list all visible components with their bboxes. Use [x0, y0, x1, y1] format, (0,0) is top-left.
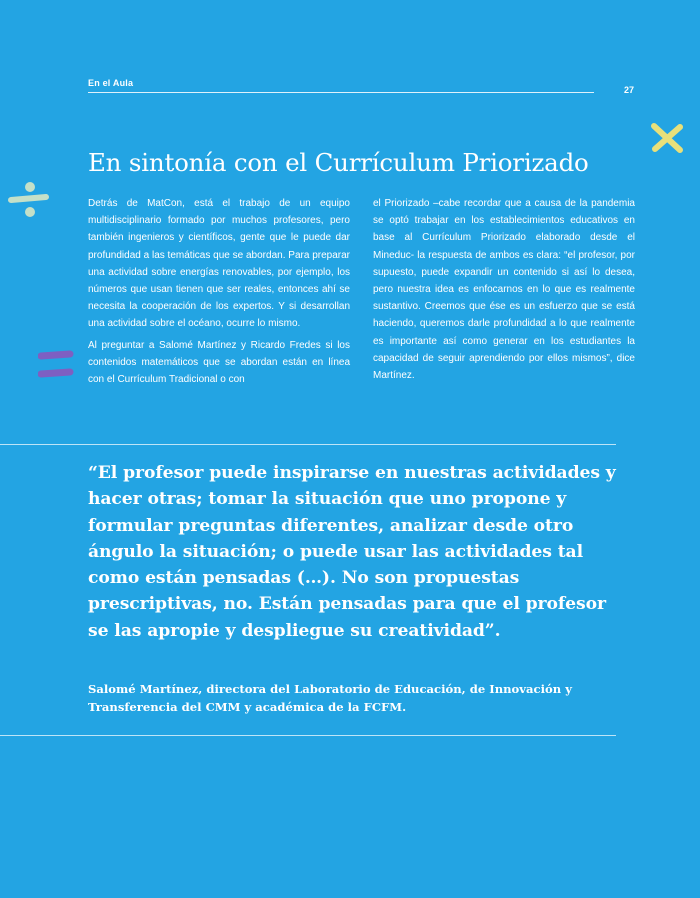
header-divider	[88, 92, 594, 93]
equals-icon	[38, 348, 74, 382]
quote-attribution: Salomé Martínez, directora del Laboratorio de Educación, de Innovación y Transferencia del CMM y académica de la FCFM.	[88, 682, 572, 714]
quote-divider-bottom	[0, 735, 616, 736]
article-title: En sintonía con el Currículum Priorizado	[88, 148, 589, 177]
paragraph: Al preguntar a Salomé Martínez y Ricardo Fredes si los contenidos matemáticos que se abordan están en línea con el Currículum Tradicional o con	[88, 339, 350, 386]
multiply-icon	[650, 122, 686, 156]
pull-quote: “El profesor puede inspirarse en nuestras actividades y hacer otras; tomar la situación que uno propone y formular preguntas diferentes, analizar desde otro ángulo la situación; o puede usar las actividades tal como están pensadas (…). No son propuestas prescriptivas, no. Están pensadas para que el profesor se las apropie y despliegue su creatividad”.	[88, 463, 616, 641]
paragraph: el Priorizado –cabe recordar que a causa de la pandemia se optó trabajar en los establecimientos educativos en base al Currículum Priorizado elaborado desde el Mineduc- la respuesta de ambos es clara: “el profesor, por supuesto, puede expandir un contenido si así lo desea, pero nuestra idea es enfocarnos en lo que es realmente sustantivo. Creemos que ése es un esfuerzo que se está haciendo, queremos darle profundidad a lo que realmente es importante así como generar en los estudiantes la capacidad de seguir aprendiendo por ellos mismos”, dice Martínez.	[373, 198, 635, 382]
quote-divider-top	[0, 444, 616, 445]
division-icon	[6, 180, 52, 220]
section-label: En el Aula	[88, 78, 134, 88]
page-number: 27	[624, 85, 635, 95]
paragraph: Detrás de MatCon, está el trabajo de un equipo multidisciplinario formado por muchos profesores, pero también ingenieros y científicos, gente que le puede dar profundidad a las temáticas que se abordan. Para preparar una actividad sobre energías renovables, por ejemplo, los números que usan tienen que ser reales, entonces ahí se necesita la cooperación de los expertos. Y si desarrollan una actividad sobre el océano, ocurre lo mismo.	[88, 198, 350, 330]
article-column-left	[88, 195, 350, 392]
article-column-right	[373, 195, 635, 388]
